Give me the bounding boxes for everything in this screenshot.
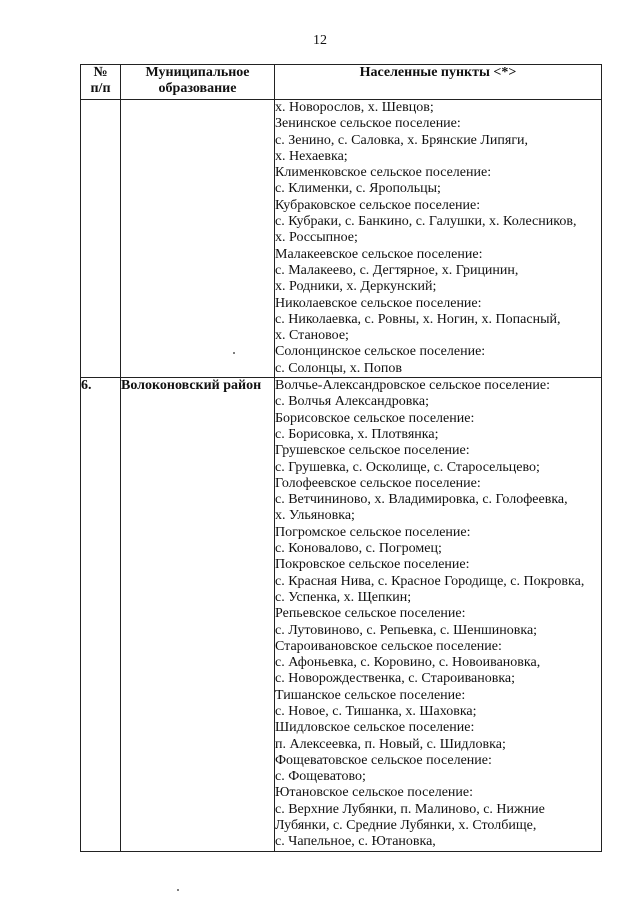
settlement-line: Шидловское сельское поселение: [275,720,475,736]
settlement-line: Борисовское сельское поселение: [275,410,475,426]
table-row-volokonovsky [81,378,602,852]
settlement-line: Покровское сельское поселение: [275,557,470,573]
header-municipality-line1: Муниципальное [145,65,250,80]
settlement-line: Грушевское сельское поселение: [275,443,470,459]
header-number-abbrev: п/п [90,81,111,97]
settlement-line: Малакеевское сельское поселение: [275,246,483,262]
settlement-line: Тишанское сельское поселение: [275,687,466,703]
settlement-line: п. Алексеевка, п. Новый, с. Шидловка; [275,736,506,752]
settlements-cell [275,100,602,378]
settlement-line: Репьевское сельское поселение: [275,606,466,622]
settlement-line: х. Нехаевка; [275,148,348,164]
settlement-line: с. Верхние Лубянки, п. Малиново, с. Нижние [275,801,545,817]
settlement-line: х. Ульяновка; [275,508,355,524]
settlement-line: Голофеевское сельское поселение: [275,475,481,491]
municipality-cell: Волоконовский район [121,378,275,852]
settlement-line: с. Волчья Александровка; [275,394,429,410]
header-settlements-label: Населенные пункты <*> [359,65,517,80]
settlement-line: с. Красная Нива, с. Красное Городище, с. Покровка, [275,573,585,589]
settlement-line: Волчье-Александровское сельское поселение: [275,378,551,394]
row-number-cell [81,100,121,378]
settlement-line: с. Ветчининово, х. Владимировка, с. Голофеевка, [275,492,568,508]
settlement-line: Клименковское сельское поселение: [275,165,492,181]
page-number: 12 [313,33,327,48]
settlements-cell [275,378,602,852]
settlement-line: с. Кубраки, с. Банкино, с. Галушки, х. Колесников, [275,214,577,230]
scan-speck [177,889,179,891]
settlement-line: Погромское сельское поселение: [275,524,471,540]
settlement-line: Фощеватовское сельское поселение: [275,752,492,768]
municipality-cell [121,100,275,378]
header-number [81,65,121,100]
header-municipality [121,65,275,100]
settlement-line: Ютановское сельское поселение: [275,785,473,801]
settlement-line: с. Чапельное, с. Ютановка, [275,834,436,850]
settlement-line: х. Родники, х. Деркунский; [275,279,437,295]
settlement-line: с. Николаевка, с. Ровны, х. Ногин, х. Попасный, [275,311,561,327]
table-row-continuation [81,100,602,378]
settlement-line: х. Становое; [275,328,349,344]
settlement-line: с. Лутовиново, с. Репьевка, с. Шеншиновка; [275,622,538,638]
scan-speck [233,352,235,354]
header-number-symbol: № [93,65,108,80]
settlement-line: с. Борисовка, х. Плотвянка; [275,426,439,442]
header-settlements [275,65,602,100]
settlement-line: х. Россыпное; [275,230,358,246]
settlement-line: с. Малакеево, с. Дегтярное, х. Грицинин, [275,262,519,278]
settlement-line: Лубянки, с. Средние Лубянки, х. Столбище, [275,818,537,834]
settlement-line: с. Новорождественка, с. Староивановка; [275,671,516,687]
settlement-line: Солонцинское сельское поселение: [275,344,486,360]
settlement-line: с. Фощеватово; [275,769,366,785]
settlement-line: с. Грушевка, с. Осколище, с. Старосельцево; [275,459,540,475]
settlement-line: с. Зенино, с. Саловка, х. Брянские Липяги, [275,132,529,148]
settlement-line: с. Клименки, с. Яропольцы; [275,181,441,197]
settlement-line: с. Новое, с. Тишанка, х. Шаховка; [275,703,477,719]
settlement-line: Зенинское сельское поселение: [275,116,461,132]
header-municipality-line2: образование [158,81,237,97]
settlement-line: Кубраковское сельское поселение: [275,197,481,213]
settlement-line: с. Солонцы, х. Попов [275,360,402,376]
settlement-line: с. Афоньевка, с. Коровино, с. Новоивановка, [275,655,541,671]
settlement-line: Староивановское сельское поселение: [275,638,502,654]
row-number-cell: 6. [81,378,121,852]
settlement-line: с. Коновалово, с. Погромец; [275,541,442,557]
settlement-line: Николаевское сельское поселение: [275,295,482,311]
settlements-table [80,64,602,852]
settlement-line: х. Новорослов, х. Шевцов; [275,100,434,115]
settlement-line: с. Успенка, х. Щепкин; [275,589,412,605]
table-header-row [81,65,602,100]
